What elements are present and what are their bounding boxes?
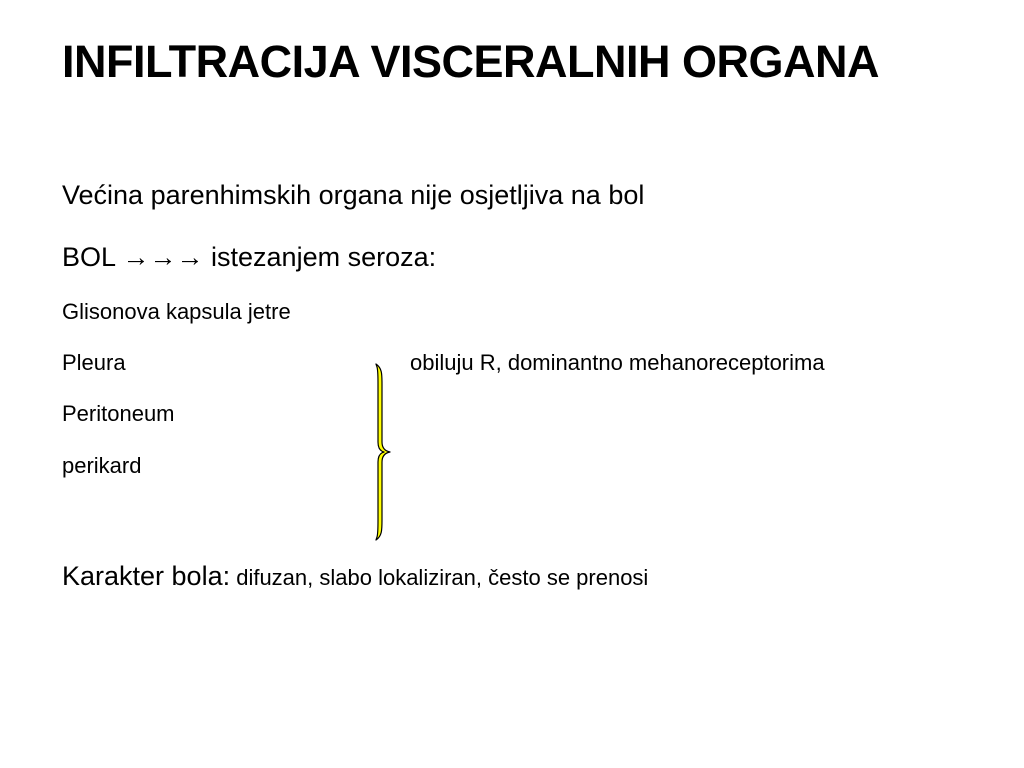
brace-note: obiluju R, dominantno mehanoreceptorima	[410, 350, 825, 375]
list-item-peritoneum: Peritoneum	[62, 401, 175, 426]
list-item-pericardium: perikard	[62, 453, 142, 478]
list-item-pleura: Pleura	[62, 350, 126, 375]
pain-character-text: difuzan, slabo lokaliziran, često se prenosi	[230, 565, 649, 590]
list-item-glisson-capsule: Glisonova kapsula jetre	[62, 299, 291, 324]
pain-character-line	[62, 560, 648, 594]
pain-line: BOL →→→ istezanjem seroza:	[62, 242, 437, 272]
slide-title: INFILTRACIJA VISCERALNIH ORGANA	[62, 36, 879, 87]
pain-character-label: Karakter bola:	[62, 561, 231, 591]
curly-brace-icon	[366, 362, 400, 542]
intro-line: Većina parenhimskih organa nije osjetljiva na bol	[62, 180, 645, 210]
